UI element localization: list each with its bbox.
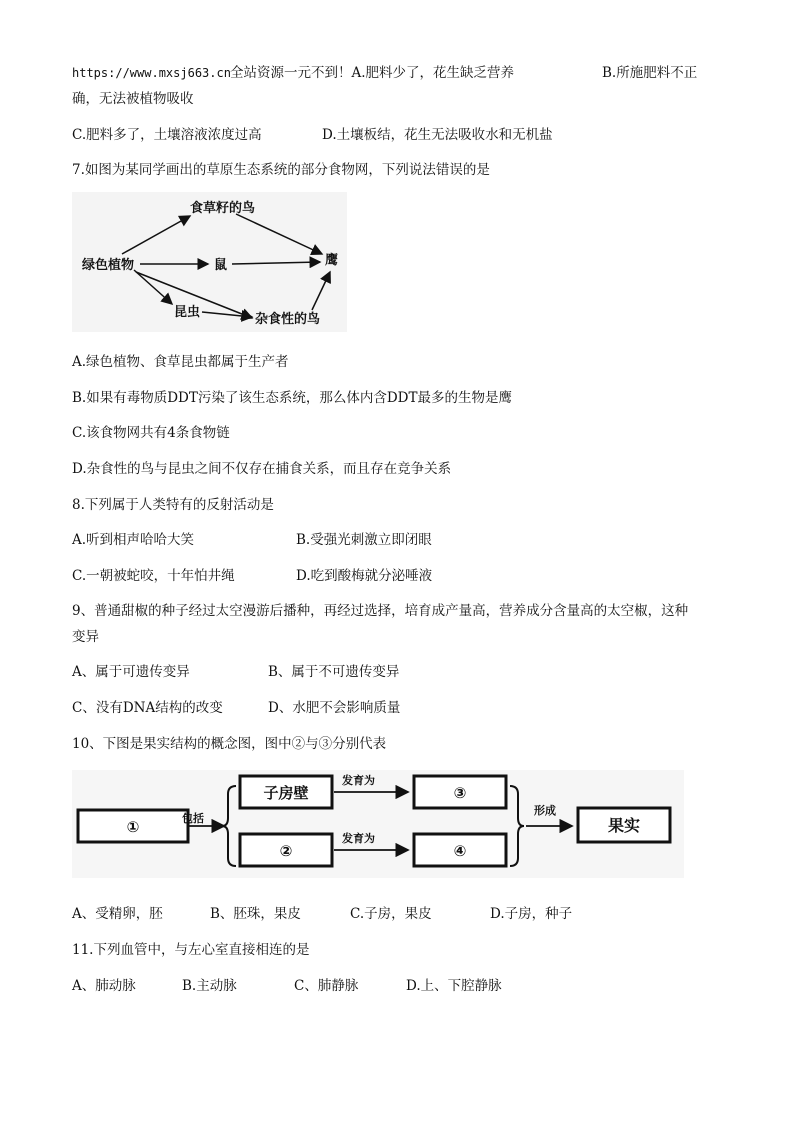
q8-option-d: D.吃到酸梅就分泌唾液 <box>296 568 433 584</box>
box-1-label: ① <box>126 818 140 836</box>
source-url: https://www.mxsj663.cn <box>72 66 231 80</box>
q11-option-c: C、肺静脉 <box>294 978 359 994</box>
develop-label-1: 发育为 <box>342 774 375 787</box>
q6-option-d: D.土壤板结，花生无法吸收水和无机盐 <box>322 127 553 143</box>
q9-option-a: A、属于可遗传变异 <box>72 664 190 680</box>
form-label: 形成 <box>534 804 556 817</box>
node-insect: 昆虫 <box>174 305 201 320</box>
q6-option-a: A.肥料少了，花生缺乏营养 <box>351 65 515 81</box>
q9-stem-line1: 9、普通甜椒的种子经过太空漫游后播种，再经过选择，培育成产量高，营养成分含量高的太空椒，这种 <box>72 603 689 619</box>
node-mouse: 鼠 <box>214 258 228 273</box>
develop-label-2: 发育为 <box>342 832 375 845</box>
include-label: 包括 <box>182 812 204 825</box>
box-4-label: ④ <box>453 842 467 860</box>
q10-option-c: C.子房，果皮 <box>350 906 432 922</box>
q9-option-c: C、没有DNA结构的改变 <box>72 700 223 716</box>
q9-option-d: D、水肥不会影响质量 <box>268 700 401 716</box>
q9-option-b: B、属于不可遗传变异 <box>268 664 400 680</box>
q8-option-a: A.听到相声哈哈大笑 <box>72 532 195 548</box>
q8-stem: 8.下列属于人类特有的反射活动是 <box>72 497 274 513</box>
fruit-label: 果实 <box>607 816 641 835</box>
q6-option-c: C.肥料多了，土壤溶液浓度过高 <box>72 127 262 143</box>
q6-option-b-continued: 确，无法被植物吸收 <box>72 91 194 107</box>
q7-option-b: B.如果有毒物质DDT污染了该生态系统，那么体内含DDT最多的生物是鹰 <box>72 390 513 406</box>
fruit-structure-diagram <box>72 770 684 878</box>
q10-option-a: A、受精卵，胚 <box>72 906 163 922</box>
q11-option-d: D.上、下腔静脉 <box>406 978 502 994</box>
q7-option-a: A.绿色植物、食草昆虫都属于生产者 <box>72 354 289 370</box>
q6-option-b: B.所施肥料不正 <box>602 65 698 81</box>
q7-stem: 7.如图为某同学画出的草原生态系统的部分食物网，下列说法错误的是 <box>72 162 490 178</box>
q7-option-c: C.该食物网共有4条食物链 <box>72 425 230 441</box>
q11-stem: 11.下列血管中，与左心室直接相连的是 <box>72 942 310 958</box>
q7-option-d: D.杂食性的鸟与昆虫之间不仅存在捕食关系，而且存在竞争关系 <box>72 461 452 477</box>
food-web-diagram <box>72 192 347 332</box>
node-green-plant: 绿色植物 <box>82 258 135 273</box>
node-omnivore-bird: 杂食性的鸟 <box>255 312 321 327</box>
q10-option-d: D.子房，种子 <box>490 906 573 922</box>
q8-option-c: C.一朝被蛇咬，十年怕井绳 <box>72 568 235 584</box>
box-3-label: ③ <box>453 784 467 802</box>
node-seed-bird: 食草籽的鸟 <box>190 201 256 216</box>
q8-option-b: B.受强光刺激立即闭眼 <box>296 532 432 548</box>
q11-option-b: B.主动脉 <box>182 978 237 994</box>
node-hawk: 鹰 <box>325 253 339 268</box>
box-2-label: ② <box>279 842 293 860</box>
q10-stem: 10、下图是果实结构的概念图，图中②与③分别代表 <box>72 736 387 752</box>
q9-stem-line2: 变异 <box>72 629 99 645</box>
q11-option-a: A、肺动脉 <box>72 978 136 994</box>
ovary-wall-label: 子房壁 <box>263 784 309 802</box>
site-slogan: 全站资源一元不到！A.肥料少了，花生缺乏营养 <box>230 65 515 81</box>
q10-option-b: B、胚珠，果皮 <box>210 906 301 922</box>
